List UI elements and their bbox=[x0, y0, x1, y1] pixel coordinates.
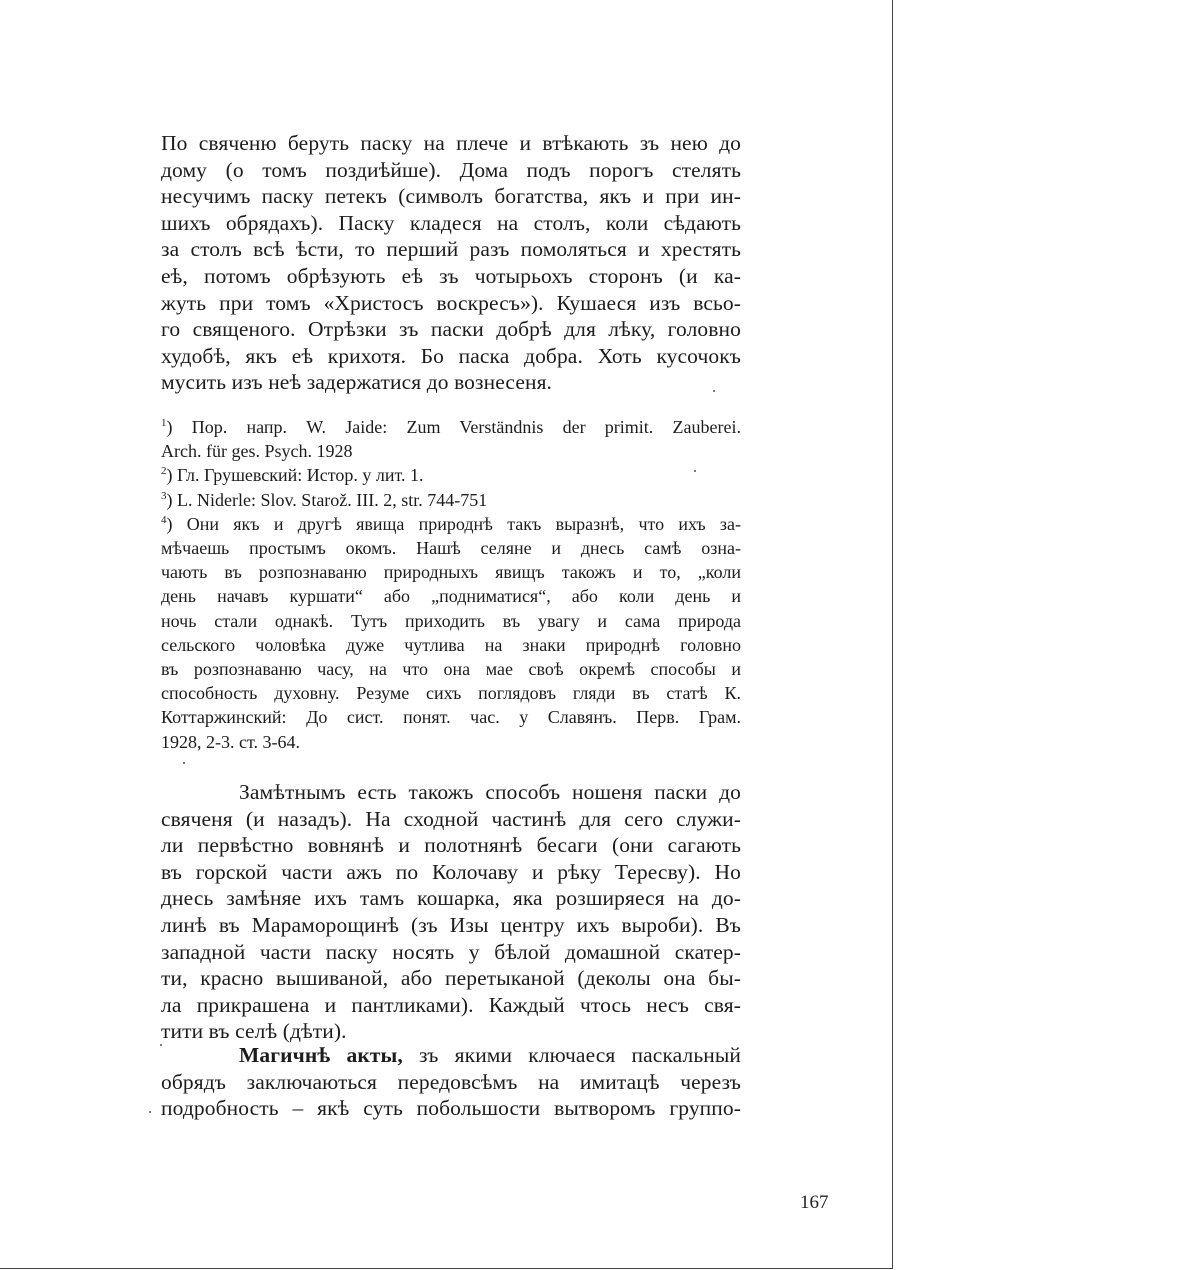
text-line bbox=[161, 1042, 741, 1069]
text-line: По свяченю беруть паску на плече и втѣкають зъ нею до bbox=[161, 131, 741, 155]
text-line: худобѣ, якъ еѣ крихотя. Бо паска добра. Хоть кусочокъ bbox=[161, 343, 741, 368]
text-line: днесь замѣняе ихъ тамъ кошарка, яка розширяеся на до- bbox=[161, 886, 741, 911]
footnote-1-line: Arch. für ges. Psych. 1928 bbox=[161, 441, 353, 462]
footnote-text: ) L. Niderle: Slov. Starož. III. 2, str. 744-751 bbox=[166, 489, 488, 510]
bold-heading: Магичнѣ акты, bbox=[239, 1043, 403, 1067]
text-line: западной части паску носять у бѣлой домашной скатер- bbox=[161, 939, 741, 964]
text-line: въ горской части ажъ по Колочаву и рѣку Тересву). Но bbox=[161, 859, 741, 884]
footnote-1-line bbox=[161, 415, 741, 439]
text-line: несучимъ паску петекъ (символъ богатства, якъ и при ин- bbox=[161, 184, 741, 209]
scan-speck bbox=[160, 1044, 162, 1046]
text-line: еѣ, потомъ обрѣзують еѣ зъ чотырьохъ сторонъ (и ка- bbox=[161, 263, 741, 288]
footnote-mark: 1 bbox=[161, 417, 167, 429]
footnote-4-line: сельского чоловѣка дуже чутлива на знаки природнѣ головно bbox=[161, 634, 741, 655]
footnote-4-line: въ розпознаваню часу, на что она мае своѣ окремѣ способы и bbox=[161, 659, 741, 680]
footnote-mark: 2 bbox=[161, 465, 167, 478]
text-line: го священого. Отрѣзки зъ паски добрѣ для лѣку, головно bbox=[161, 317, 741, 342]
footnote-4-line: день начавъ куршати“ або „подниматися“, або коли день и bbox=[161, 586, 741, 607]
text-line: Замѣтнымъ есть такожъ способъ ношеня паски до bbox=[239, 780, 741, 804]
text-line: ти, красно вышиваной, або перетыканой (деколы она бы- bbox=[161, 966, 741, 991]
footnote-4-line: мѣчаешь простымъ окомъ. Нашѣ селяне и днесь самѣ озна- bbox=[161, 538, 741, 559]
paragraph-2 bbox=[161, 779, 741, 1045]
footnote-2-line bbox=[161, 463, 741, 487]
text-line: линѣ въ Мараморощинѣ (зъ Изы центру ихъ выроби). Въ bbox=[161, 912, 741, 937]
text-line: свяченя (и назадъ). На сходной частинѣ для сего служи- bbox=[161, 806, 741, 831]
text-line: ла прикрашена и пантликами). Каждый чтось несъ свя- bbox=[161, 992, 741, 1017]
text-line: тити въ селѣ (дѣти). bbox=[161, 1019, 347, 1044]
page-number: 167 bbox=[800, 1192, 829, 1213]
footnotes bbox=[161, 415, 741, 754]
text-segment: зъ якими ключаеся паскальный bbox=[402, 1043, 741, 1067]
footnote-text: ) Гл. Грушевский: Истор. у лит. 1. bbox=[166, 465, 424, 486]
text-line: обрядъ заключаються передовсѣмъ на имитацѣ черезъ bbox=[161, 1069, 741, 1094]
footnote-text: ) Они якъ и другѣ явища природнѣ такъ выразнѣ, что ихъ за- bbox=[166, 513, 741, 534]
text-line: дому (о томъ поздиѣйше). Дома подъ порогъ стелять bbox=[161, 157, 741, 182]
footnote-text: ) Пор. напр. W. Jaide: Zum Verständnis der primit. Zauberei. bbox=[166, 417, 741, 437]
text-line: шихъ обрядахъ). Паску кладеся на столъ, коли сѣдають bbox=[161, 210, 741, 235]
text-line: за столъ всѣ ѣсти, то перший разъ помоляться и хрестять bbox=[161, 237, 741, 262]
scan-speck bbox=[713, 390, 715, 392]
paragraph-3 bbox=[161, 1042, 741, 1122]
text-line: мусить изъ неѣ задержатися до вознесеня. bbox=[161, 370, 553, 395]
footnote-mark: 3 bbox=[161, 489, 167, 502]
footnote-4-line: чають въ розпознаваню природныхъ явищъ такожъ и то, „коли bbox=[161, 562, 741, 583]
paragraph-1 bbox=[161, 130, 741, 396]
footnote-4-line: 1928, 2-3. ст. 3-64. bbox=[161, 731, 300, 752]
footnote-4-line: Коттаржинский: До сист. понят. час. у Славянъ. Перв. Грам. bbox=[161, 707, 741, 728]
footnote-3-line bbox=[161, 488, 741, 512]
footnote-4-line: ночь стали однакѣ. Тутъ приходить въ увагу и сама природа bbox=[161, 610, 741, 631]
text-line: подробность – якѣ суть побольшости вытворомъ группо- bbox=[161, 1096, 741, 1121]
scan-speck bbox=[149, 1111, 151, 1113]
scan-speck bbox=[694, 470, 696, 472]
footnote-4-line: способность духовну. Резуме сихъ поглядовъ гляди въ статѣ К. bbox=[161, 683, 741, 704]
scan-speck bbox=[183, 762, 185, 764]
text-line: жуть при томъ «Христосъ воскресъ»). Кушаеся изъ всьо- bbox=[161, 290, 741, 315]
footnote-4-line bbox=[161, 512, 741, 536]
footnote-mark: 4 bbox=[161, 513, 167, 526]
text-line: ли первѣстно вовнянѣ и полотнянѣ бесаги (они сагають bbox=[161, 833, 741, 858]
